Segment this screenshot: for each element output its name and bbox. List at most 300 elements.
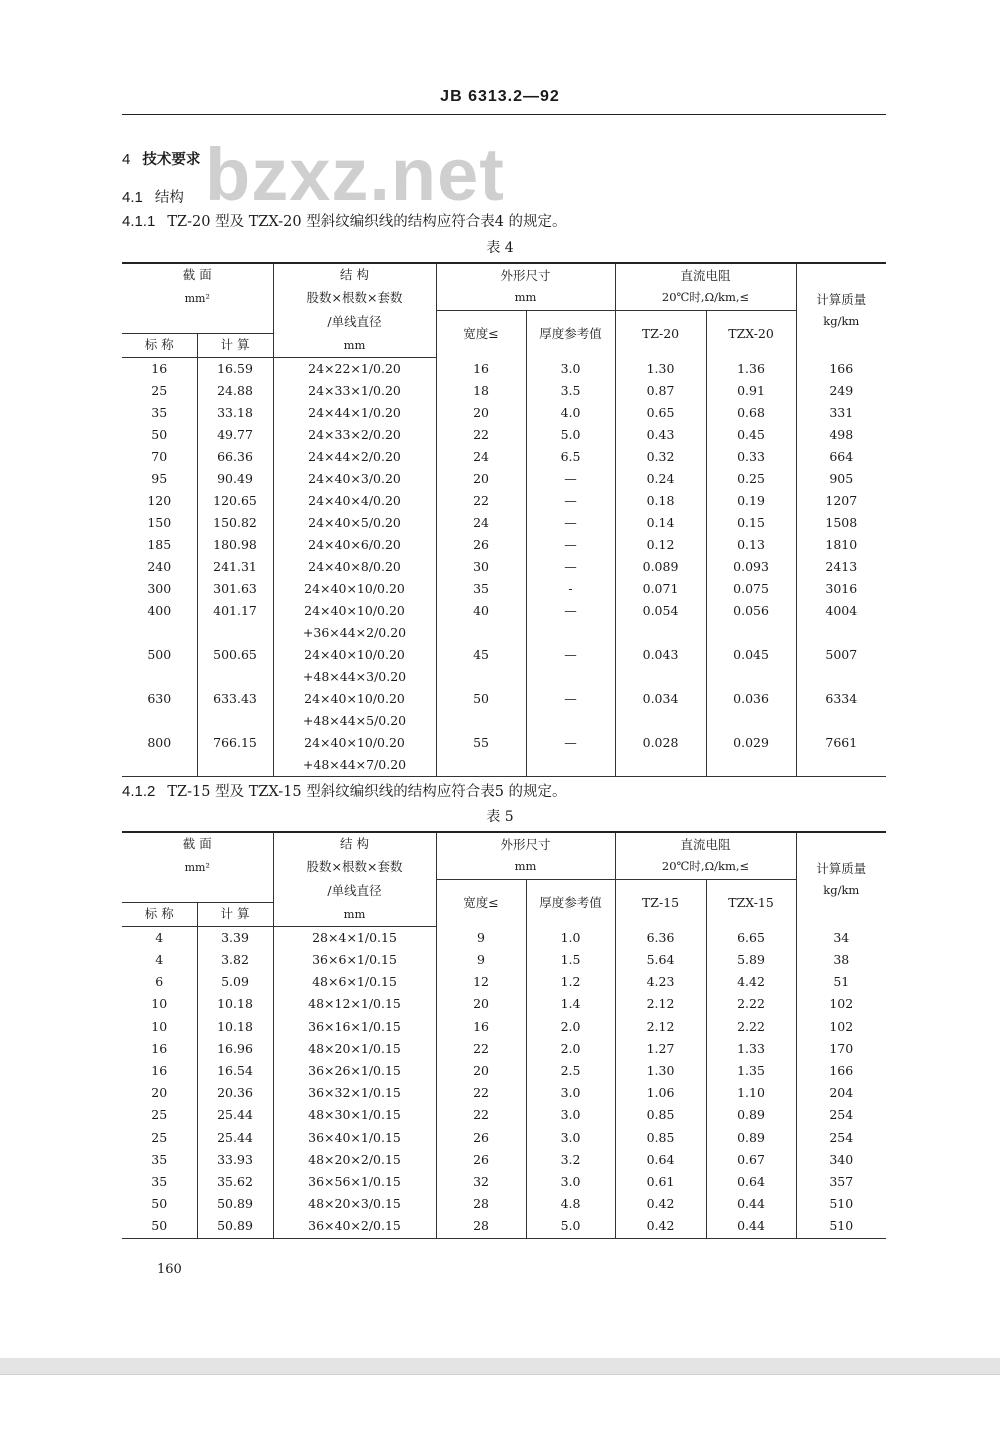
cell-width: 20 [436,468,526,490]
header-nominal: 标 称 [122,334,197,358]
cell-resistance-tzx: 0.44 [706,1215,796,1238]
cell-structure: 24×40×4/0.20 [273,490,436,512]
header-dimensions [436,263,615,310]
cell-structure: 24×40×10/0.20 [273,644,436,666]
cell-resistance-tz: 0.12 [615,534,706,556]
cell-structure: 24×40×6/0.20 [273,534,436,556]
cell-calculated: 3.39 [197,927,273,950]
cell-width: 32 [436,1171,526,1193]
table-row [122,1038,886,1060]
cell-resistance-tz: 4.23 [615,971,706,993]
cell-width: 30 [436,556,526,578]
cell-mass: 6334 [796,688,886,710]
cell-mass: 166 [796,1060,886,1082]
cell-width: 22 [436,1038,526,1060]
cell-resistance-tzx: 1.10 [706,1082,796,1104]
header-struct-line1: 结 构 [273,263,436,287]
cell-nominal: 20 [151,1085,168,1101]
cell-width: 28 [436,1193,526,1215]
cell-nominal: 240 [147,558,172,574]
cell-mass: 5007 [796,644,886,666]
cell-nominal [122,710,197,732]
header-mass-unit: kg/km [823,314,860,329]
cell-calculated [197,710,273,732]
cell-resistance-tzx: 1.35 [706,1060,796,1082]
cell-thickness: 3.2 [526,1149,615,1171]
cell-calculated: 301.63 [197,578,273,600]
cell-resistance-tzx: 0.89 [706,1127,796,1149]
cell-resistance-tzx: 0.33 [706,446,796,468]
cell-mass [796,622,886,644]
header-mass-label: 计算质量 [816,291,867,307]
header-rule [122,114,886,115]
cell-thickness: 4.8 [526,1193,615,1215]
cell-nominal [122,754,197,777]
cell-structure: +48×44×7/0.20 [273,754,436,777]
header-resistance [615,832,796,879]
cell-calculated: 120.65 [197,490,273,512]
cell-mass: 4004 [796,600,886,622]
cell-structure: +48×44×3/0.20 [273,666,436,688]
cell-structure: 36×40×1/0.15 [273,1127,436,1149]
cell-mass: 166 [796,358,886,381]
cell-thickness: — [526,600,615,622]
cell-width: 22 [436,490,526,512]
cell-nominal: 800 [147,734,172,750]
cell-resistance-tzx [706,710,796,732]
table-row [122,1060,886,1082]
cell-structure: 24×40×10/0.20 [273,688,436,710]
cell-resistance-tzx [706,754,796,777]
table-row [122,402,886,424]
cell-width: 26 [436,534,526,556]
cell-mass: 51 [796,971,886,993]
cell-resistance-tzx [706,622,796,644]
cell-width: 50 [436,688,526,710]
cell-resistance-tz: 0.14 [615,512,706,534]
cell-thickness: 1.4 [526,994,615,1016]
cell-structure: 48×20×2/0.15 [273,1149,436,1171]
clause-text: TZ-20 型及 TZX-20 型斜纹编织线的结构应符合表4 的规定。 [167,214,567,230]
cell-structure: 24×44×1/0.20 [273,402,436,424]
cell-structure: 24×40×10/0.20 [273,732,436,754]
table-row [122,578,886,600]
cell-resistance-tz: 0.18 [615,490,706,512]
cell-thickness: 2.0 [526,1016,615,1038]
clause-4-1-1 [122,210,567,231]
cell-thickness: 4.0 [526,402,615,424]
cell-structure: 24×40×10/0.20 [273,600,436,622]
cell-nominal: 16 [151,1040,168,1056]
cell-thickness: — [526,644,615,666]
cell-calculated: 24.88 [197,380,273,402]
table-row [122,490,886,512]
cell-nominal: 10 [151,996,168,1012]
header-mass-unit: kg/km [823,883,860,898]
cell-calculated: 10.18 [197,1016,273,1038]
table-row [122,468,886,490]
cell-structure: 36×32×1/0.15 [273,1082,436,1104]
cell-calculated: 16.59 [197,358,273,381]
header-resistance-condition: 20℃时,Ω/km,≤ [661,859,750,874]
cell-width: 20 [436,1060,526,1082]
table-row [122,534,886,556]
table-row [122,949,886,971]
cell-calculated [197,754,273,777]
section-title: 技术要求 [142,151,201,168]
header-dimensions-unit: mm [514,859,537,874]
cell-thickness: 5.0 [526,424,615,446]
header-thickness: 厚度参考值 [526,879,615,927]
table4-body [122,358,886,777]
cell-thickness: — [526,534,615,556]
cell-structure: 48×12×1/0.15 [273,994,436,1016]
cell-structure: 48×20×3/0.15 [273,1193,436,1215]
cell-width [436,622,526,644]
header-nominal: 标 称 [122,903,197,927]
cell-resistance-tz: 0.85 [615,1105,706,1127]
cell-calculated: 5.09 [197,971,273,993]
cell-width: 55 [436,732,526,754]
cell-width: 16 [436,358,526,381]
cell-resistance-tz: 0.87 [615,380,706,402]
cell-resistance-tzx: 0.91 [706,380,796,402]
header-struct-line4: mm [273,334,436,358]
cell-resistance-tz: 1.06 [615,1082,706,1104]
table-row [122,666,886,688]
cell-thickness: 1.2 [526,971,615,993]
cell-nominal: 185 [147,536,172,552]
header-resistance-tz: TZ-15 [615,879,706,927]
table-row [122,688,886,710]
cell-mass: 102 [796,1016,886,1038]
header-calculated: 计 算 [197,334,273,358]
header-struct-line2: 股数×根数×套数 [273,856,436,879]
cell-resistance-tzx [706,666,796,688]
cell-width: 24 [436,446,526,468]
cell-nominal: 300 [147,580,172,596]
standard-code-header: JB 6313.2—92 [440,88,560,105]
cell-nominal: 25 [151,1129,168,1145]
cell-mass: 254 [796,1127,886,1149]
cell-width [436,754,526,777]
cell-nominal: 150 [147,514,172,530]
table-row [122,1016,886,1038]
cell-resistance-tzx: 5.89 [706,949,796,971]
cell-calculated: 16.54 [197,1060,273,1082]
cell-resistance-tzx: 1.33 [706,1038,796,1060]
cell-mass: 340 [796,1149,886,1171]
cell-mass: 331 [796,402,886,424]
cell-structure: 24×22×1/0.20 [273,358,436,381]
subsection-title: 结构 [154,190,184,206]
cell-thickness: 3.0 [526,1127,615,1149]
cell-mass: 204 [796,1082,886,1104]
cell-resistance-tz: 0.43 [615,424,706,446]
header-mass-label: 计算质量 [816,860,867,876]
cell-resistance-tzx: 1.36 [706,358,796,381]
cell-resistance-tz [615,710,706,732]
cell-nominal: 50 [122,1215,197,1238]
cell-structure: 36×26×1/0.15 [273,1060,436,1082]
cell-resistance-tzx: 0.67 [706,1149,796,1171]
cell-calculated: 33.18 [197,402,273,424]
cell-resistance-tz: 0.42 [615,1215,706,1238]
cell-nominal: 95 [151,470,168,486]
cell-thickness: 5.0 [526,1215,615,1238]
header-resistance [615,263,796,310]
table5-caption: 表 5 [486,809,514,825]
table-row [122,358,886,381]
cell-width: 26 [436,1127,526,1149]
header-resistance-tzx: TZX-20 [706,310,796,358]
header-struct-line1: 结 构 [273,832,436,856]
header-resistance-tzx: TZX-15 [706,879,796,927]
table-row [122,622,886,644]
cell-thickness: 3.0 [526,1082,615,1104]
header-thickness: 厚度参考值 [526,310,615,358]
scan-footer-band [0,1358,1000,1374]
table-row [122,556,886,578]
cell-thickness: — [526,490,615,512]
cell-nominal: 25 [151,382,168,398]
cell-resistance-tzx: 6.65 [706,927,796,950]
cell-nominal: 70 [151,448,168,464]
cell-mass: 34 [796,927,886,950]
cell-thickness: 2.0 [526,1038,615,1060]
cell-width: 18 [436,380,526,402]
cell-nominal: 4 [155,929,164,945]
header-section-unit: mm² [184,292,210,305]
cell-calculated: 49.77 [197,424,273,446]
cell-mass [796,754,886,777]
watermark: bzxz.net [205,133,505,216]
table-row [122,644,886,666]
cell-structure: 24×40×5/0.20 [273,512,436,534]
cell-width: 40 [436,600,526,622]
table-row [122,1171,886,1193]
cell-calculated: 766.15 [197,732,273,754]
cell-width: 22 [436,1105,526,1127]
cell-resistance-tz: 0.65 [615,402,706,424]
cell-nominal: 500 [147,646,172,662]
table4-caption: 表 4 [486,240,514,256]
cell-calculated: 10.18 [197,994,273,1016]
cell-mass: 7661 [796,732,886,754]
header-resistance-label: 直流电阻 [680,836,731,852]
table-4 [122,262,886,777]
cell-resistance-tz: 0.64 [615,1149,706,1171]
cell-resistance-tzx: 0.13 [706,534,796,556]
table5-body [122,927,886,1239]
cell-structure: 48×30×1/0.15 [273,1105,436,1127]
cell-mass: 170 [796,1038,886,1060]
header-mass [796,832,886,927]
cell-structure: 24×40×3/0.20 [273,468,436,490]
cell-resistance-tzx: 0.056 [706,600,796,622]
cell-calculated: 50.89 [197,1215,273,1238]
cell-resistance-tz: 0.054 [615,600,706,622]
cell-nominal: 35 [151,1151,168,1167]
table-row [122,1215,886,1238]
cell-structure: 36×56×1/0.15 [273,1171,436,1193]
clause-text: TZ-15 型及 TZX-15 型斜纹编织线的结构应符合表5 的规定。 [167,784,567,800]
cell-calculated: 20.36 [197,1082,273,1104]
cell-calculated [197,666,273,688]
cell-width [436,710,526,732]
cell-structure: 28×4×1/0.15 [273,927,436,950]
cell-width [436,666,526,688]
cell-thickness: — [526,512,615,534]
cell-thickness: 2.5 [526,1060,615,1082]
cell-nominal: 16 [151,360,168,376]
cell-mass: 498 [796,424,886,446]
cell-mass: 249 [796,380,886,402]
cell-mass [796,666,886,688]
cell-resistance-tz: 1.27 [615,1038,706,1060]
header-section: 截 面 [122,832,273,856]
cell-calculated: 25.44 [197,1105,273,1127]
cell-width: 12 [436,971,526,993]
cell-calculated: 25.44 [197,1127,273,1149]
cell-resistance-tzx: 0.029 [706,732,796,754]
cell-nominal: 4 [155,952,164,968]
cell-resistance-tzx: 0.45 [706,424,796,446]
cell-resistance-tz: 0.043 [615,644,706,666]
cell-nominal: 16 [151,1062,168,1078]
cell-structure: 36×16×1/0.15 [273,1016,436,1038]
cell-calculated: 401.17 [197,600,273,622]
cell-calculated: 90.49 [197,468,273,490]
cell-width: 20 [436,994,526,1016]
table-row [122,1193,886,1215]
section-number: 4 [122,151,131,168]
cell-calculated: 150.82 [197,512,273,534]
cell-mass: 510 [796,1215,886,1238]
cell-resistance-tz [615,622,706,644]
cell-nominal: 400 [147,602,172,618]
cell-calculated: 16.96 [197,1038,273,1060]
table-row [122,380,886,402]
cell-mass: 2413 [796,556,886,578]
cell-thickness: — [526,556,615,578]
cell-calculated: 66.36 [197,446,273,468]
cell-nominal [122,666,197,688]
cell-nominal: 35 [151,1173,168,1189]
table-row [122,971,886,993]
table-row [122,512,886,534]
cell-mass: 905 [796,468,886,490]
cell-structure: 36×40×2/0.15 [273,1215,436,1238]
header-struct-line4: mm [273,903,436,927]
table-row [122,754,886,777]
cell-resistance-tzx: 0.045 [706,644,796,666]
cell-structure: 24×33×1/0.20 [273,380,436,402]
header-struct-line3: /单线直径 [273,879,436,903]
cell-resistance-tz: 0.028 [615,732,706,754]
cell-mass [796,710,886,732]
cell-resistance-tzx: 0.15 [706,512,796,534]
cell-resistance-tzx: 2.22 [706,1016,796,1038]
cell-structure: 24×33×2/0.20 [273,424,436,446]
header-mass [796,263,886,358]
header-dimensions-label: 外形尺寸 [500,267,551,283]
cell-resistance-tz: 1.30 [615,358,706,381]
cell-calculated: 500.65 [197,644,273,666]
subsection-number: 4.1 [122,189,143,206]
scan-footer-line [0,1374,1000,1375]
clause-4-1-2 [122,780,567,801]
cell-resistance-tz [615,666,706,688]
cell-mass: 510 [796,1193,886,1215]
page-number: 160 [157,1262,182,1277]
table-row [122,994,886,1016]
section-heading [122,148,200,169]
cell-mass: 664 [796,446,886,468]
cell-nominal: 10 [151,1018,168,1034]
cell-mass: 102 [796,994,886,1016]
cell-resistance-tz: 1.30 [615,1060,706,1082]
cell-resistance-tz: 0.61 [615,1171,706,1193]
cell-mass: 1508 [796,512,886,534]
cell-resistance-tz: 0.32 [615,446,706,468]
header-calculated: 计 算 [197,903,273,927]
cell-width: 35 [436,578,526,600]
cell-nominal: 630 [147,690,172,706]
cell-nominal: 50 [151,426,168,442]
cell-resistance-tz: 0.85 [615,1127,706,1149]
cell-resistance-tzx: 0.89 [706,1105,796,1127]
cell-width: 22 [436,1082,526,1104]
cell-thickness: 1.5 [526,949,615,971]
table-row [122,710,886,732]
clause-number: 4.1.1 [122,213,156,230]
cell-calculated: 50.89 [197,1193,273,1215]
cell-calculated: 180.98 [197,534,273,556]
cell-width: 26 [436,1149,526,1171]
table-row [122,446,886,468]
cell-thickness: 3.0 [526,1171,615,1193]
cell-resistance-tz [615,754,706,777]
cell-thickness: 3.0 [526,1105,615,1127]
cell-resistance-tz: 0.071 [615,578,706,600]
cell-resistance-tzx: 0.25 [706,468,796,490]
cell-thickness: - [526,578,615,600]
header-section: 截 面 [122,263,273,287]
cell-mass: 3016 [796,578,886,600]
cell-mass: 254 [796,1105,886,1127]
header-dimensions-label: 外形尺寸 [500,836,551,852]
cell-resistance-tz: 2.12 [615,1016,706,1038]
cell-thickness: 3.0 [526,358,615,381]
header-dimensions [436,832,615,879]
table-5 [122,831,886,1239]
table-row [122,1105,886,1127]
cell-structure: 24×40×10/0.20 [273,578,436,600]
cell-structure: 24×40×8/0.20 [273,556,436,578]
table-row [122,1082,886,1104]
cell-resistance-tzx: 0.68 [706,402,796,424]
cell-thickness [526,622,615,644]
cell-resistance-tzx: 0.075 [706,578,796,600]
cell-mass: 1207 [796,490,886,512]
cell-resistance-tzx: 0.44 [706,1193,796,1215]
cell-mass: 38 [796,949,886,971]
cell-width: 22 [436,424,526,446]
header-width: 宽度≤ [436,879,526,927]
cell-resistance-tzx: 0.19 [706,490,796,512]
cell-resistance-tzx: 4.42 [706,971,796,993]
